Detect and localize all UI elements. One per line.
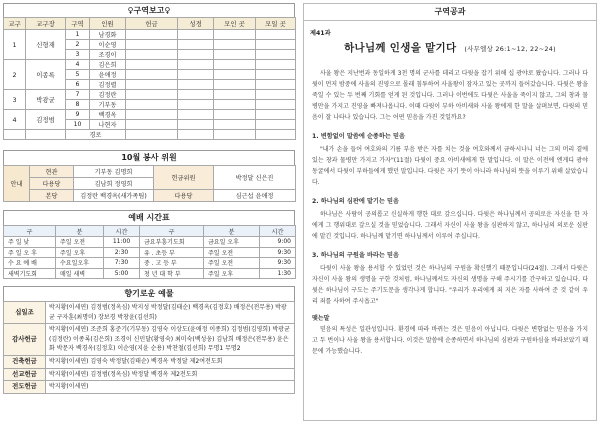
vol-place: 다용당 — [30, 178, 74, 190]
table-row — [4, 60, 296, 70]
sched-cell: 매일 새벽 — [56, 268, 104, 279]
table-row — [4, 110, 296, 120]
sched-cell: 금요일 오후 — [204, 237, 260, 248]
sched-cell: 주일 오전 — [56, 237, 104, 248]
gu-cell: 6 — [66, 80, 90, 90]
gu-cell: 3 — [66, 50, 90, 60]
gyogu-cell — [4, 130, 26, 140]
left-column — [3, 3, 295, 421]
sched-time: 7:30 — [104, 258, 140, 269]
closing-text: 믿음의 특성은 일관성입니다. 환경에 따라 바뀌는 것은 믿음이 아닙니다. 다윗은 변함없는 믿음을 가지고 두 번이나 사울 왕을 용서합니다. 이것은 말씀에 순종하면서 하나님의 심판과 구원하심을 바라보았기 때문에 가능했습니다. — [312, 326, 588, 355]
point-text: 다윗이 사울 왕을 용서할 수 있었던 것은 하나님의 구원을 확신했기 때문입니다(24절). 그래서 다윗은 자신이 사울 왕의 생명을 구한 것처럼, 하나님께서도 자신의 생명을 구해 주시기를 간구하고 있습니다. 다윗은 하나님이 구도는 주기도문을 생각나게 합니다. "우리가 우리에게 죄 지은 자를 사하여 준 것 같이 우리 죄를 사하여 주시옵고" — [312, 265, 588, 305]
name-cell: 나현자 — [90, 120, 126, 130]
offering-cell[interactable] — [126, 60, 178, 70]
table-row — [4, 237, 296, 248]
gu-cell: 7 — [66, 90, 90, 100]
name-cell: 이순영 — [90, 40, 126, 50]
schedule-table — [3, 225, 296, 279]
vol-names: 김남희 정영희 — [74, 178, 154, 190]
next-place-cell[interactable] — [256, 110, 296, 120]
report-title: ♀구역보고♀ — [3, 3, 295, 17]
gu-cell: 9 — [66, 110, 90, 120]
next-place-cell[interactable] — [256, 70, 296, 80]
bible-cell[interactable] — [178, 50, 214, 60]
met-place-cell[interactable] — [214, 50, 256, 60]
offering-names: 박지황(이세연) — [46, 381, 295, 394]
next-place-cell[interactable] — [256, 130, 296, 140]
next-place-cell[interactable] — [256, 60, 296, 70]
sched-header: 구 — [140, 226, 204, 237]
leader-cell — [26, 130, 66, 140]
offerings-table — [3, 301, 295, 394]
table-row — [4, 381, 295, 394]
header-offering: 헌금 — [126, 18, 178, 30]
point-heading: 3. 하나님의 구원을 바라는 믿음 — [312, 252, 399, 259]
lesson-title — [304, 40, 596, 55]
schedule-title: 예배 시간표 — [3, 210, 295, 225]
point-text: "내가 손을 들어 여호와의 기름 부음 받은 자를 치는 것을 여호와께서 금하시나니 너는 그의 머리 곁에 있는 창과 물병만 가지고 가자"(11절) 다윗이 중요 아비새에게 한 말입니다. 이 말은 이전에 엔게디 광야 동굴에서 다윗이 부하들에게 했던 말입니다. 다윗은 자기 뜻이 아니라 하나님의 뜻을 이루기 위해 살았습니다. — [312, 146, 588, 186]
gu-cell: 5 — [66, 70, 90, 80]
leader-cell: 박광균 — [26, 90, 66, 110]
table-row — [4, 90, 296, 100]
sched-header: 시간 — [260, 226, 296, 237]
header-met-place: 모인 곳 — [214, 18, 256, 30]
offering-cell[interactable] — [126, 50, 178, 60]
lesson-title-text: 하나님께 인생을 맡기다 — [344, 42, 457, 54]
header-gu: 구역 — [66, 18, 90, 30]
name-cell: 조경이 — [90, 50, 126, 60]
sched-cell: 금요부흥기도회 — [140, 237, 204, 248]
bible-cell[interactable] — [178, 130, 214, 140]
sched-cell: 주일 오후 — [56, 247, 104, 258]
sched-time: 11:00 — [104, 237, 140, 248]
bible-cell[interactable] — [178, 40, 214, 50]
vol-place: 본당 — [30, 190, 74, 202]
sched-cell: 주일 오후 — [204, 268, 260, 279]
leader-cell: 김정범 — [26, 110, 66, 130]
sched-time: 1:30 — [260, 268, 296, 279]
sched-cell: 새벽기도회 — [4, 268, 56, 279]
vol-place: 다용당 — [154, 190, 214, 202]
extra-cell: 경로 — [66, 130, 126, 140]
offering-cell[interactable] — [126, 30, 178, 40]
offering-names: 박지황(이세연) 김정범(정옥심) 박지성 박정달(김태순) 백경옥(김정호) 배정은(전무용) 박광균 구자훈(최명미) 장보경 박창윤(김선희) — [46, 302, 295, 324]
sched-cell: 주일 오전 — [204, 247, 260, 258]
report-table — [3, 17, 296, 140]
sched-time: 9:30 — [260, 258, 296, 269]
sched-cell: 주 일 낮 — [4, 237, 56, 248]
vol-names: 심근섭 윤애정 — [214, 190, 296, 202]
bible-cell[interactable] — [178, 90, 214, 100]
sched-cell: 중 . 고 등 부 — [140, 258, 204, 269]
leader-cell: 이종록 — [26, 60, 66, 90]
bible-cell[interactable] — [178, 60, 214, 70]
closing-heading: 맺는말 — [312, 315, 330, 322]
table-row — [4, 258, 296, 269]
gu-cell: 10 — [66, 120, 90, 130]
next-place-cell[interactable] — [256, 50, 296, 60]
offering-cell[interactable] — [126, 70, 178, 80]
offering-names: 박지황(이세연) 김영숙 박정달(김태순) 백경옥 박정달 제2여전도회 — [46, 355, 295, 368]
next-place-cell[interactable] — [256, 100, 296, 110]
lesson-number: 제41과 — [310, 30, 331, 37]
gyogu-cell: 3 — [4, 90, 26, 110]
name-cell: 윤애정 — [90, 70, 126, 80]
sched-header: 분 — [56, 226, 104, 237]
vol-names: 김정란 백경옥(새가족팀) — [74, 190, 154, 202]
vol-offering-names: 박정달 신은진 — [214, 166, 296, 190]
table-row — [4, 190, 296, 202]
offering-category: 전도헌금 — [4, 381, 46, 394]
bible-cell[interactable] — [178, 80, 214, 90]
point-heading: 2. 하나님의 심판에 맡기는 믿음 — [312, 198, 399, 205]
met-place-cell[interactable] — [214, 90, 256, 100]
lesson-header: 구역공과 — [304, 4, 596, 21]
offering-cell[interactable] — [126, 100, 178, 110]
sched-time: 9:00 — [260, 237, 296, 248]
gyogu-cell: 2 — [4, 60, 26, 90]
offering-names: 박지황(이세연) 조준희 홍준기(기부동) 김영숙 이상도(윤애정 이종희) 김정범(김영희) 박광균(김정란) 이종록(김은희) 조경이 신민달(황영숙) 최미숙(백성웅) 김남희 배정은(전무용) 윤은화 박문자 백경옥(김정호) 이순영(지윤 순용) 박찬철(김선희) 무명1 무명2 — [46, 324, 295, 356]
vol-names: 기부동 김명희 — [74, 166, 154, 178]
offering-category: 감사헌금 — [4, 324, 46, 356]
name-cell: 남경화 — [90, 30, 126, 40]
met-place-cell[interactable] — [214, 110, 256, 120]
gu-cell: 1 — [66, 30, 90, 40]
offering-category: 십일조 — [4, 302, 46, 324]
point-text: 하나님은 사람이 공의롭고 신실하게 행한 대로 갚으십니다. 다윗은 하나님께서 공의로운 자신을 한 자에게 그 행위대로 갚으실 것을 믿었습니다. 그래서 자신이 사울 왕을 심판하지 않고, 하나님의 의로운 심판에 맡긴 것입니다. 하나님께 맡기면 하나님께서 이루어 주십니다. — [312, 211, 588, 240]
volunteers-table — [3, 165, 296, 202]
offering-cell[interactable] — [126, 80, 178, 90]
lesson-reference: (사무엘상 26:1~12, 22~24) — [464, 45, 556, 53]
sched-time: 5:00 — [104, 268, 140, 279]
met-place-cell[interactable] — [214, 100, 256, 110]
table-row — [4, 302, 295, 324]
sched-cell: 수요일오후 — [56, 258, 104, 269]
point-heading: 1. 변함없이 말씀에 순종하는 믿음 — [312, 133, 405, 140]
schedule-header-row — [4, 226, 296, 237]
name-cell: 김은희 — [90, 60, 126, 70]
bible-cell[interactable] — [178, 70, 214, 80]
vol-offering-label: 헌금위원 — [154, 166, 214, 190]
gu-cell: 2 — [66, 40, 90, 50]
header-bible: 성경 — [178, 18, 214, 30]
table-row — [4, 368, 295, 381]
name-cell: 백경옥 — [90, 110, 126, 120]
bible-cell[interactable] — [178, 100, 214, 110]
met-place-cell[interactable] — [214, 130, 256, 140]
sched-cell: 주일 오전 — [204, 258, 260, 269]
table-row — [4, 130, 296, 140]
sched-time: 2:30 — [104, 247, 140, 258]
next-place-cell[interactable] — [256, 30, 296, 40]
offering-cell[interactable] — [126, 90, 178, 100]
table-row — [4, 324, 295, 356]
table-row — [4, 355, 295, 368]
sched-cell: 수 요 예 배 — [4, 258, 56, 269]
met-place-cell[interactable] — [214, 40, 256, 50]
bible-cell[interactable] — [178, 110, 214, 120]
met-place-cell[interactable] — [214, 30, 256, 40]
gyogu-cell: 4 — [4, 110, 26, 130]
met-place-cell[interactable] — [214, 80, 256, 90]
offering-names: 박지황(이세연) 김정범(정옥심) 박정달 백경옥 제2전도회 — [46, 368, 295, 381]
table-row — [4, 247, 296, 258]
offering-category: 건축헌금 — [4, 355, 46, 368]
lesson-intro: 사울 왕은 지난번과 동일하게 3천 명의 군사를 데리고 다윗을 잡기 위해 십 광야로 왔습니다. 그러나 다윗이 먼저 밤중에 사울의 진영으로 몰래 침투하여 사울왕이 잠자고 있는 곳까지 들어갔습니다. 다윗은 왕을 죽일 수 있는 두 번째 기회를 얻게 된 것입니다. 그러나 이번에도 다윗은 사울을 죽이지 않고, 그의 창과 물병만을 가지고 진영을 빠져나옵니다. 이때 다윗이 부하 아비새와 사울 왕에게 한 말을 살펴보면, 다윗의 믿음이 잘 나타나 있습니다. 그는 어떤 믿음을 가진 것일까요? — [312, 70, 588, 121]
volunteers-title: 10월 봉사 위원 — [3, 150, 295, 165]
header-leader: 교구장 — [26, 18, 66, 30]
offering-cell[interactable] — [126, 110, 178, 120]
sched-header: 분 — [204, 226, 260, 237]
table-row — [4, 166, 296, 178]
sched-time: 9:30 — [260, 247, 296, 258]
header-next-place: 모일 곳 — [256, 18, 296, 30]
met-place-cell[interactable] — [214, 120, 256, 130]
table-row — [4, 30, 296, 40]
offering-cell[interactable] — [126, 40, 178, 50]
lesson-panel — [303, 3, 597, 421]
sched-header: 구 — [4, 226, 56, 237]
sched-header: 시간 — [104, 226, 140, 237]
leader-cell: 신형재 — [26, 30, 66, 60]
next-place-cell[interactable] — [256, 120, 296, 130]
offering-cell[interactable] — [126, 130, 178, 140]
sched-cell: 청 년 대 학 부 — [140, 268, 204, 279]
table-row — [4, 268, 296, 279]
name-cell: 김정렬 — [90, 80, 126, 90]
name-cell: 김정란 — [90, 90, 126, 100]
met-place-cell[interactable] — [214, 60, 256, 70]
next-place-cell[interactable] — [256, 90, 296, 100]
sched-cell: 주 일 오 후 — [4, 247, 56, 258]
offering-category: 선교헌금 — [4, 368, 46, 381]
header-gyogu: 교구 — [4, 18, 26, 30]
bible-cell[interactable] — [178, 120, 214, 130]
offerings-title: 향기로운 예물 — [3, 286, 295, 301]
next-place-cell[interactable] — [256, 40, 296, 50]
gu-cell: 4 — [66, 60, 90, 70]
header-count: 인원 — [90, 18, 126, 30]
offering-cell[interactable] — [126, 120, 178, 130]
sched-cell: 유 . 초등 부 — [140, 247, 204, 258]
gyogu-cell: 1 — [4, 30, 26, 60]
bible-cell[interactable] — [178, 30, 214, 40]
met-place-cell[interactable] — [214, 70, 256, 80]
name-cell: 기부동 — [90, 100, 126, 110]
next-place-cell[interactable] — [256, 80, 296, 90]
vol-label: 안내 — [4, 166, 30, 202]
vol-place: 현관 — [30, 166, 74, 178]
gu-cell: 8 — [66, 100, 90, 110]
report-header-row — [4, 18, 296, 30]
lesson-body — [312, 68, 588, 361]
